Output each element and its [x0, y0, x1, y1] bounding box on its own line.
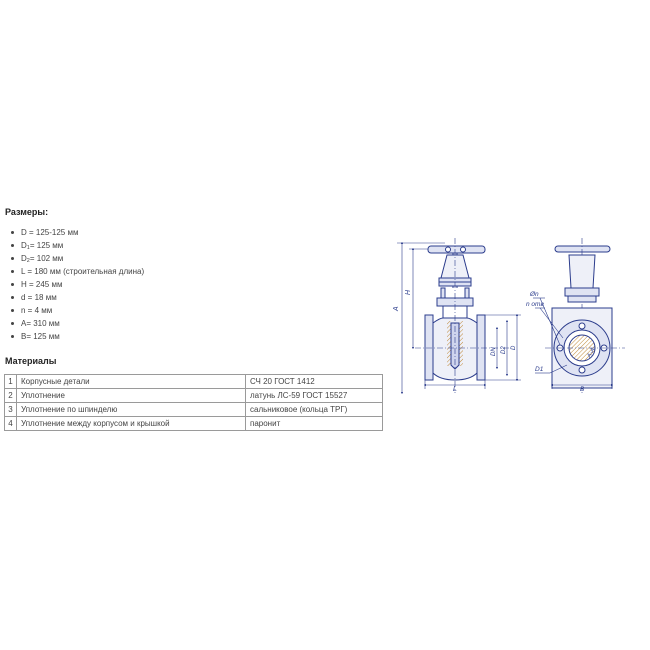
dimension-item [10, 252, 144, 265]
bullet-icon [11, 309, 14, 312]
row-number: 3 [5, 403, 17, 417]
materials-table [4, 374, 383, 431]
bullet-icon [11, 283, 14, 286]
dimension-value: = 125-125 мм [26, 228, 79, 237]
dimension-label: B= 125 мм [21, 332, 60, 341]
row-number: 2 [5, 389, 17, 403]
bullet-icon [11, 244, 14, 247]
dimension-label: D [21, 228, 27, 237]
dimension-item [10, 317, 144, 330]
sizes-heading: Размеры: [5, 207, 49, 217]
row-number: 4 [5, 417, 17, 431]
table-row [5, 403, 383, 417]
dimension-D1-label: D1 [535, 366, 544, 373]
dimension-L-label: L [453, 386, 457, 393]
dimension-value: = 102 мм [29, 254, 64, 263]
dimension-label: H = 245 мм [21, 280, 63, 289]
dimension-D-label: D [511, 345, 517, 350]
dimension-subscript: 2 [26, 258, 30, 264]
table-row [5, 375, 383, 389]
dimension-item [10, 226, 144, 239]
dimension-H-label: H [405, 289, 412, 295]
dimension-item [10, 239, 144, 252]
material-name: паронит [246, 417, 383, 431]
material-name: латунь ЛС-59 ГОСТ 15527 [246, 389, 383, 403]
table-row [5, 417, 383, 431]
bullet-icon [11, 231, 14, 234]
dimension-label: L = 180 мм (строительная длина) [21, 267, 145, 276]
row-number: 1 [5, 375, 17, 389]
material-name: СЧ 20 ГОСТ 1412 [246, 375, 383, 389]
part-name: Уплотнение между корпусом и крышкой [17, 417, 246, 431]
dimension-label: n = 4 мм [21, 306, 53, 315]
dimension-DN-label: DN [491, 347, 497, 356]
dimension-item [10, 265, 144, 278]
valve-technical-drawing [385, 233, 635, 398]
dimension-A-label: A [393, 306, 400, 311]
dimension-label: D [21, 254, 27, 263]
handwheel-icon [428, 246, 485, 253]
part-name: Уплотнение [17, 389, 246, 403]
dimension-label: A= 310 мм [21, 319, 60, 328]
section-label: A-A [586, 347, 597, 359]
dimension-item [10, 278, 144, 291]
dimension-value: = 125 мм [29, 241, 64, 250]
table-row [5, 389, 383, 403]
bullet-icon [11, 257, 14, 260]
bullet-icon [11, 322, 14, 325]
hole-diameter-label: Øn [530, 291, 539, 298]
bullet-icon [11, 296, 14, 299]
dimension-item [10, 330, 144, 343]
material-name: сальниковое (кольца ТРГ) [246, 403, 383, 417]
bullet-icon [11, 335, 14, 338]
part-name: Уплотнение по шпинделю [17, 403, 246, 417]
dimension-D2-label: D2 [501, 346, 507, 354]
materials-heading: Материалы [5, 356, 57, 366]
dimension-item [10, 304, 144, 317]
dimensions-list [10, 226, 144, 343]
part-name: Корпусные детали [17, 375, 246, 389]
front-view [415, 238, 510, 393]
dimension-B-label: B [580, 386, 585, 393]
dimension-subscript: 1 [26, 245, 30, 251]
dimension-label: D [21, 241, 27, 250]
bullet-icon [11, 270, 14, 273]
dimension-label: d = 18 мм [21, 293, 57, 302]
dimension-item [10, 291, 144, 304]
hole-count-label: n отв [526, 301, 544, 308]
